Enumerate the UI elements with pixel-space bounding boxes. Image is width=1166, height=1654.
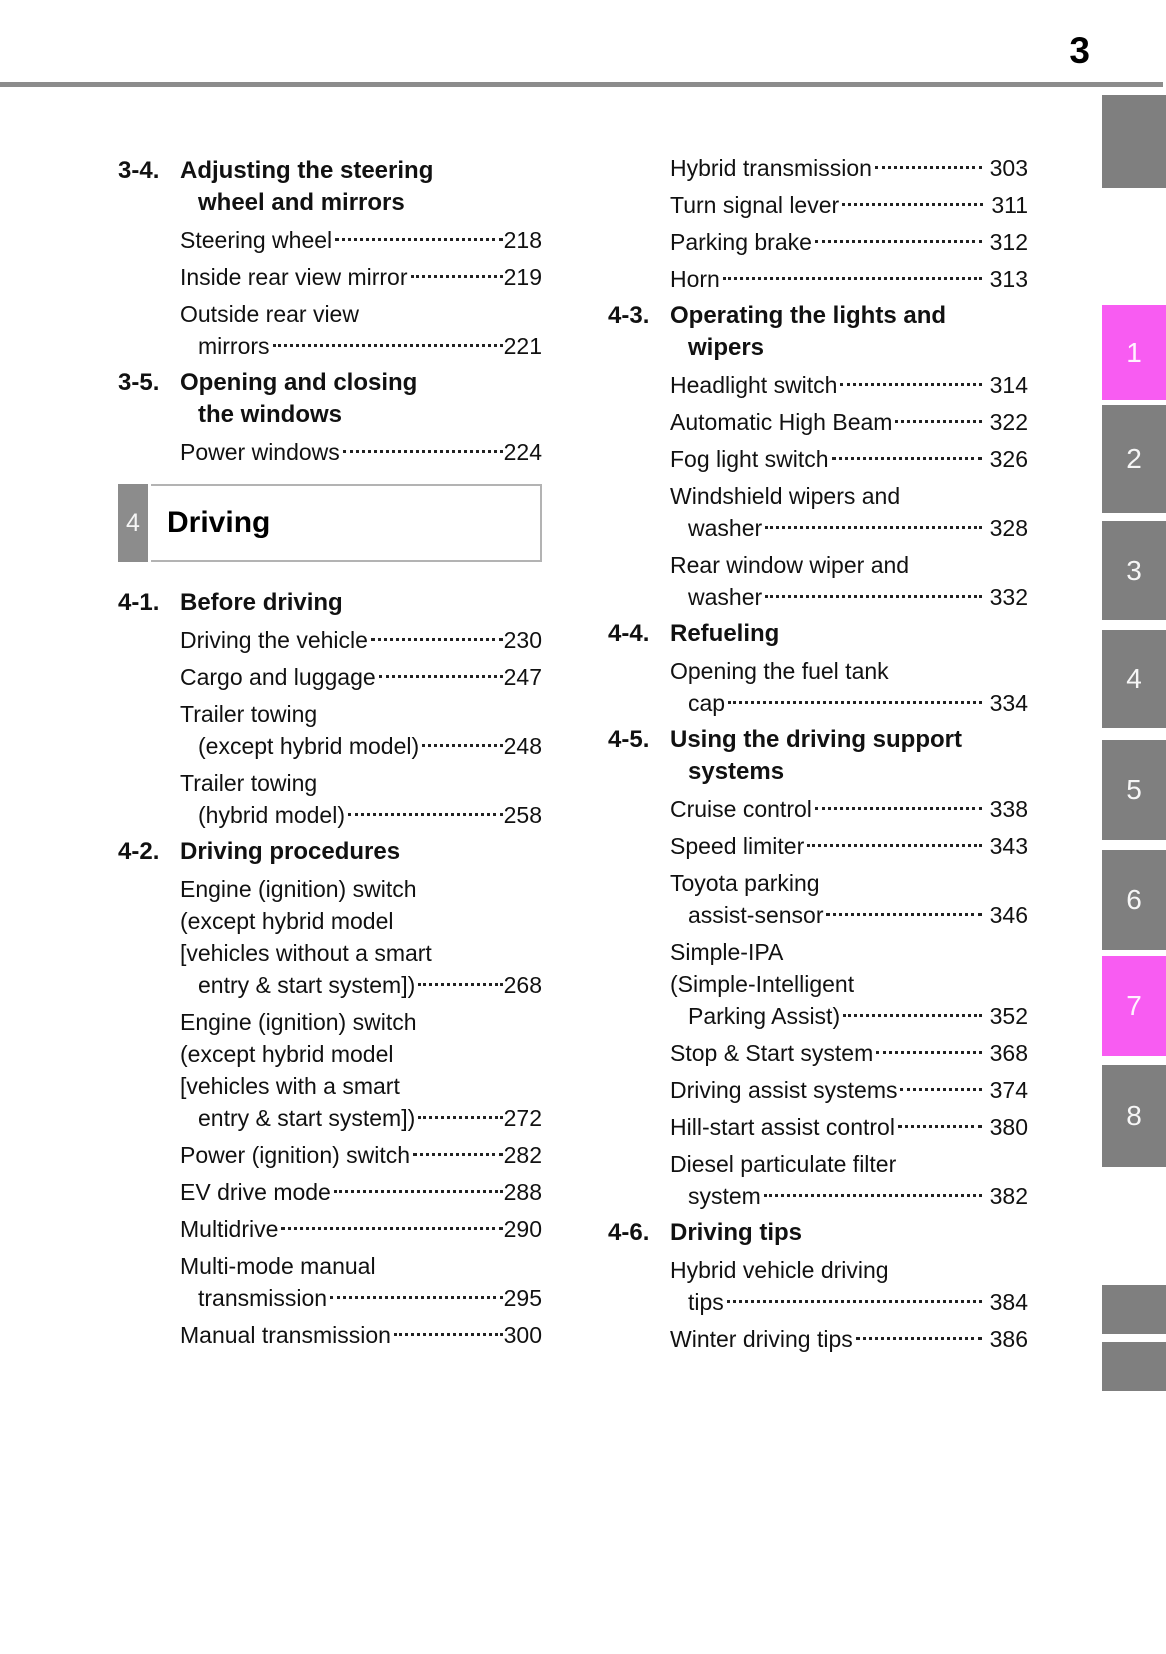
section-title [670, 1217, 1028, 1249]
toc-entry [118, 1176, 542, 1208]
side-tab-blank [1102, 1342, 1166, 1391]
entry-page-number: 224 [503, 439, 542, 465]
section-title [180, 836, 542, 868]
entry-text: Winter driving tips [670, 1326, 853, 1352]
entry-text: Fog light switch [670, 446, 829, 472]
entry-last-line [180, 1176, 542, 1208]
entry-text: (hybrid model) [198, 802, 345, 828]
side-tab-blank [1102, 1285, 1166, 1334]
entry-page-number: 380 [989, 1114, 1028, 1140]
entry-page-number: 382 [989, 1183, 1028, 1209]
entry-last-line [670, 830, 1028, 862]
side-tab-7 [1102, 956, 1166, 1056]
entry-last-line [670, 1111, 1028, 1143]
entry-text: Stop & Start system [670, 1040, 874, 1066]
entry-last-line [670, 581, 1028, 613]
toc-entry [608, 655, 1028, 719]
entry-last-line [180, 730, 542, 762]
section-title [670, 618, 1028, 650]
entry-last-line [670, 1180, 1028, 1212]
side-tab-label: 1 [1126, 336, 1142, 368]
entry-text-line: Trailer towing [180, 770, 318, 796]
toc-entry [608, 1111, 1028, 1143]
entry-last-line [670, 1323, 1028, 1355]
toc-entry [118, 661, 542, 693]
entry-page-number: 386 [989, 1326, 1028, 1352]
section-title-line: the windows [198, 401, 342, 428]
toc-entry [118, 767, 542, 831]
side-tab-label: 6 [1126, 884, 1142, 915]
entry-last-line [670, 899, 1028, 931]
entry-text: assist-sensor [688, 902, 824, 928]
chapter-title: Driving [167, 506, 271, 539]
entry-last-line [180, 1213, 542, 1245]
entry-page-number: 290 [503, 1216, 542, 1242]
entry-page-number: 343 [989, 833, 1028, 859]
toc-entry [118, 261, 542, 293]
section-title [180, 367, 542, 431]
entry-page-number: 300 [503, 1322, 542, 1348]
entry-last-line [670, 1074, 1028, 1106]
side-tab-blank [1102, 95, 1166, 188]
side-tab-4 [1102, 630, 1166, 728]
toc-section-heading [608, 724, 1028, 788]
entry-text: Horn [670, 266, 720, 292]
section-number: 4-5. [608, 726, 650, 753]
toc-entry [118, 873, 542, 1001]
entry-text-line: Outside rear view [180, 301, 359, 327]
entry-page-number: 313 [989, 266, 1028, 292]
section-title-line: Operating the lights and [670, 302, 947, 329]
entry-text-line: (except hybrid model [180, 908, 394, 934]
toc-entry [118, 698, 542, 762]
entry-last-line [180, 224, 542, 256]
entry-text: Multidrive [180, 1216, 279, 1242]
toc-entry [608, 1254, 1028, 1318]
toc-entry [118, 1319, 542, 1351]
entry-text: Driving assist systems [670, 1077, 898, 1103]
section-title [180, 587, 542, 619]
entry-text: Driving the vehicle [180, 627, 368, 653]
toc-section-heading [608, 300, 1028, 364]
toc-entry [608, 226, 1028, 258]
toc-section-heading [608, 1217, 1028, 1249]
page-number: 3 [1069, 30, 1090, 71]
entry-last-line [670, 443, 1028, 475]
toc-entry [608, 1148, 1028, 1212]
entry-page-number: 247 [503, 664, 542, 690]
toc-entry [118, 1213, 542, 1245]
toc-entry [608, 443, 1028, 475]
entry-text-line: (Simple-Intelligent [670, 971, 855, 997]
toc-entry [608, 152, 1028, 184]
toc-section-heading [608, 618, 1028, 650]
entry-page-number: 221 [503, 333, 542, 359]
toc-section-heading [118, 367, 542, 431]
entry-last-line [670, 406, 1028, 438]
entry-last-line [670, 152, 1028, 184]
entry-page-number: 322 [989, 409, 1028, 435]
section-number: 4-4. [608, 620, 650, 647]
chapter-banner [118, 484, 542, 562]
toc-entry [608, 1074, 1028, 1106]
entry-text-line: Hybrid vehicle driving [670, 1257, 889, 1283]
entry-text: transmission [198, 1285, 328, 1311]
side-tab-label: 4 [1126, 663, 1142, 694]
side-tab-label: 8 [1126, 1100, 1142, 1131]
entry-text: Steering wheel [180, 227, 333, 253]
entry-last-line [180, 1102, 542, 1134]
toc-entry [608, 549, 1028, 613]
toc-entry [118, 1139, 542, 1171]
entry-page-number: 374 [989, 1077, 1028, 1103]
entry-text-line: [vehicles with a smart [180, 1073, 400, 1099]
entry-text: entry & start system]) [198, 1105, 416, 1131]
toc-section-heading [118, 155, 542, 219]
toc-entry [118, 1006, 542, 1134]
section-title-line: wipers [688, 334, 765, 361]
entry-last-line [180, 1282, 542, 1314]
entry-text: EV drive mode [180, 1179, 331, 1205]
entry-text: Headlight switch [670, 372, 838, 398]
toc-entry [608, 263, 1028, 295]
entry-last-line [180, 624, 542, 656]
side-tab-8 [1102, 1065, 1166, 1167]
entry-last-line [180, 661, 542, 693]
toc-entry [608, 1037, 1028, 1069]
entry-text: Speed limiter [670, 833, 805, 859]
entry-text: system [688, 1183, 761, 1209]
entry-last-line [180, 261, 542, 293]
entry-page-number: 295 [503, 1285, 542, 1311]
entry-page-number: 312 [989, 229, 1028, 255]
entry-page-number: 230 [503, 627, 542, 653]
entry-text: cap [688, 690, 726, 716]
chapter-number: 4 [118, 484, 151, 562]
section-title-line: Refueling [670, 620, 780, 647]
entry-text: tips [688, 1289, 724, 1315]
entry-text: Manual transmission [180, 1322, 391, 1348]
entry-page-number: 282 [503, 1142, 542, 1168]
toc-entry [118, 436, 542, 468]
entry-page-number: 258 [503, 802, 542, 828]
entry-last-line [670, 793, 1028, 825]
section-number: 3-4. [118, 157, 160, 184]
entry-text: Hybrid transmission [670, 155, 872, 181]
section-title [670, 300, 1028, 364]
entry-page-number: 334 [989, 690, 1028, 716]
side-tab-label: 7 [1126, 990, 1142, 1021]
section-number: 4-2. [118, 838, 160, 865]
entry-last-line [670, 189, 1028, 221]
entry-last-line [670, 226, 1028, 258]
entry-text-line: (except hybrid model [180, 1041, 394, 1067]
toc-entry [608, 406, 1028, 438]
toc-section-heading [118, 587, 542, 619]
entry-last-line [180, 969, 542, 1001]
section-title [670, 724, 1028, 788]
toc-entry [608, 1323, 1028, 1355]
entry-last-line [180, 1319, 542, 1351]
entry-text-line: Engine (ignition) switch [180, 1009, 417, 1035]
side-tab-3 [1102, 521, 1166, 620]
toc-entry [118, 624, 542, 656]
entry-page-number: 346 [989, 902, 1028, 928]
entry-text: Turn signal lever [670, 192, 840, 218]
section-number: 4-1. [118, 589, 160, 616]
toc-entry [608, 369, 1028, 401]
section-number: 3-5. [118, 369, 160, 396]
entry-text: Power windows [180, 439, 340, 465]
toc-entry [608, 830, 1028, 862]
section-title-line: Adjusting the steering [180, 157, 434, 184]
entry-last-line [670, 1037, 1028, 1069]
section-title-line: Before driving [180, 589, 343, 616]
toc-entry [608, 867, 1028, 931]
entry-page-number: 332 [989, 584, 1028, 610]
side-tab-6 [1102, 850, 1166, 950]
entry-page-number: 268 [503, 972, 542, 998]
entry-text-line: Multi-mode manual [180, 1253, 376, 1279]
entry-page-number: 272 [503, 1105, 542, 1131]
section-title [180, 155, 542, 219]
entry-page-number: 314 [989, 372, 1028, 398]
entry-text-line: Engine (ignition) switch [180, 876, 417, 902]
entry-text-line: Trailer towing [180, 701, 318, 727]
entry-page-number: 338 [989, 796, 1028, 822]
entry-page-number: 303 [989, 155, 1028, 181]
toc-entry [118, 298, 542, 362]
entry-page-number: 311 [991, 192, 1028, 218]
entry-page-number: 352 [989, 1003, 1028, 1029]
entry-page-number: 288 [503, 1179, 542, 1205]
side-tab-5 [1102, 740, 1166, 840]
entry-page-number: 326 [989, 446, 1028, 472]
entry-page-number: 328 [989, 515, 1028, 541]
entry-text: Parking brake [670, 229, 812, 255]
toc-entry [608, 480, 1028, 544]
entry-last-line [670, 1000, 1028, 1032]
entry-last-line [180, 799, 542, 831]
entry-text: Cargo and luggage [180, 664, 376, 690]
entry-page-number: 384 [989, 1289, 1028, 1315]
entry-page-number: 219 [503, 264, 542, 290]
section-title-line: Using the driving support [670, 726, 962, 753]
entry-text: Automatic High Beam [670, 409, 893, 435]
entry-page-number: 368 [989, 1040, 1028, 1066]
toc-column-right [608, 152, 1028, 1360]
entry-text-line: Rear window wiper and [670, 552, 910, 578]
entry-text: mirrors [198, 333, 270, 359]
side-tab-label: 5 [1126, 774, 1142, 805]
entry-text-line: Windshield wipers and [670, 483, 901, 509]
section-number: 4-3. [608, 302, 650, 329]
toc-column-left [118, 152, 542, 1356]
side-tab-2 [1102, 405, 1166, 513]
entry-last-line [180, 436, 542, 468]
header-rule [0, 82, 1163, 87]
entry-text: washer [688, 515, 763, 541]
entry-text-line: Toyota parking [670, 870, 820, 896]
entry-text: Hill-start assist control [670, 1114, 895, 1140]
toc-section-heading [118, 836, 542, 868]
entry-text: Parking Assist) [688, 1003, 841, 1029]
side-tab-1 [1102, 305, 1166, 400]
entry-page-number: 218 [503, 227, 542, 253]
entry-text-line: Simple-IPA [670, 939, 784, 965]
entry-text: Power (ignition) switch [180, 1142, 411, 1168]
entry-text: entry & start system]) [198, 972, 416, 998]
entry-text-line: Diesel particulate filter [670, 1151, 897, 1177]
entry-text-line: [vehicles without a smart [180, 940, 432, 966]
toc-entry [608, 793, 1028, 825]
toc-entry [118, 1250, 542, 1314]
section-title-line: Opening and closing [180, 369, 418, 396]
entry-last-line [670, 263, 1028, 295]
entry-last-line [180, 330, 542, 362]
entry-text-line: Opening the fuel tank [670, 658, 889, 684]
entry-text: (except hybrid model) [198, 733, 420, 759]
section-title-line: systems [688, 758, 785, 785]
entry-last-line [670, 369, 1028, 401]
section-title-line: Driving tips [670, 1219, 803, 1246]
section-title-line: Driving procedures [180, 838, 401, 865]
toc-entry [608, 936, 1028, 1032]
section-title-line: wheel and mirrors [198, 189, 405, 216]
entry-text: Inside rear view mirror [180, 264, 408, 290]
entry-last-line [180, 1139, 542, 1171]
entry-text: Cruise control [670, 796, 812, 822]
toc-entry [608, 189, 1028, 221]
entry-text: washer [688, 584, 763, 610]
side-tab-label: 3 [1126, 554, 1142, 586]
toc-entry [118, 224, 542, 256]
side-tab-label: 2 [1126, 443, 1142, 474]
entry-page-number: 248 [503, 733, 542, 759]
entry-last-line [670, 512, 1028, 544]
section-number: 4-6. [608, 1219, 650, 1246]
entry-last-line [670, 1286, 1028, 1318]
entry-last-line [670, 687, 1028, 719]
